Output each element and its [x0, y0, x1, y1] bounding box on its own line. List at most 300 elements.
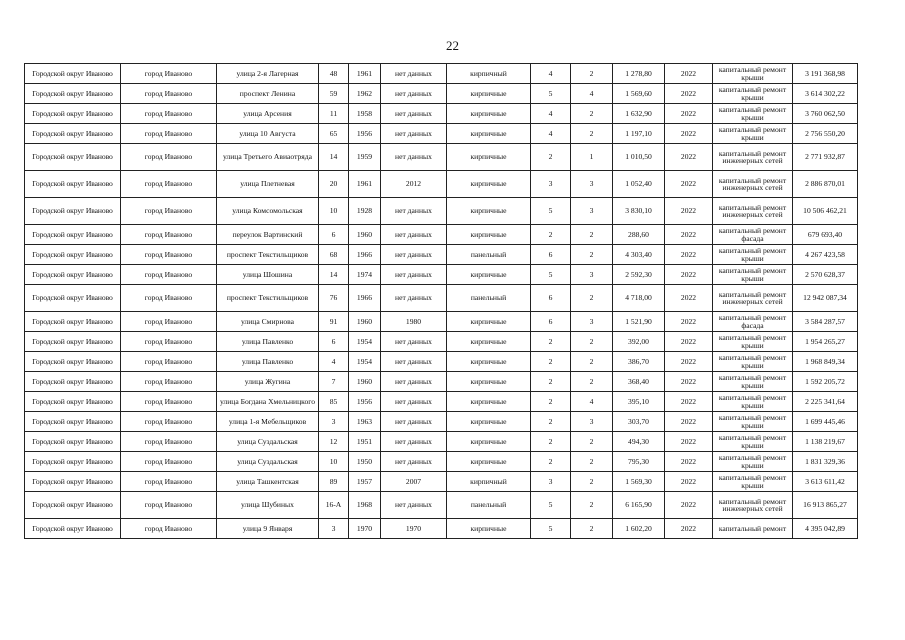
table-row [25, 84, 858, 104]
year-built-cell: 1957 [349, 472, 381, 492]
house-number-cell: 6 [319, 332, 349, 352]
house-number-cell: 85 [319, 392, 349, 412]
floors-cell: 5 [531, 265, 571, 285]
plan-year-cell: 2022 [665, 492, 713, 519]
year-renovation-cell: нет данных [381, 452, 447, 472]
area-cell: 795,30 [613, 452, 665, 472]
entrances-cell: 3 [571, 412, 613, 432]
street-cell: проспект Текстильщиков [217, 245, 319, 265]
municipality-cell: Городской округ Иваново [25, 245, 121, 265]
municipality-cell: Городской округ Иваново [25, 412, 121, 432]
municipality-cell: Городской округ Иваново [25, 352, 121, 372]
table-row [25, 285, 858, 312]
housing-repair-table [24, 63, 858, 539]
year-renovation-cell: 2012 [381, 171, 447, 198]
plan-year-cell: 2022 [665, 225, 713, 245]
table-row [25, 452, 858, 472]
municipality-cell: Городской округ Иваново [25, 171, 121, 198]
year-renovation-cell: нет данных [381, 104, 447, 124]
city-cell: город Иваново [121, 84, 217, 104]
entrances-cell: 2 [571, 472, 613, 492]
table-row [25, 412, 858, 432]
table-row [25, 245, 858, 265]
city-cell: город Иваново [121, 144, 217, 171]
year-renovation-cell: нет данных [381, 265, 447, 285]
house-number-cell: 48 [319, 64, 349, 84]
work-type-cell: капитальный ремонт крыши [713, 245, 793, 265]
street-cell: улица Смирнова [217, 312, 319, 332]
entrances-cell: 3 [571, 312, 613, 332]
entrances-cell: 3 [571, 265, 613, 285]
plan-year-cell: 2022 [665, 332, 713, 352]
cost-cell: 12 942 087,34 [793, 285, 858, 312]
municipality-cell: Городской округ Иваново [25, 312, 121, 332]
table-row [25, 124, 858, 144]
year-built-cell: 1951 [349, 432, 381, 452]
year-renovation-cell: нет данных [381, 285, 447, 312]
wall-material-cell: кирпичные [447, 198, 531, 225]
area-cell: 288,60 [613, 225, 665, 245]
floors-cell: 6 [531, 245, 571, 265]
municipality-cell: Городской округ Иваново [25, 332, 121, 352]
city-cell: город Иваново [121, 432, 217, 452]
wall-material-cell: кирпичные [447, 144, 531, 171]
entrances-cell: 2 [571, 124, 613, 144]
municipality-cell: Городской округ Иваново [25, 492, 121, 519]
page-number: 22 [446, 38, 459, 53]
house-number-cell: 91 [319, 312, 349, 332]
year-renovation-cell: 1980 [381, 312, 447, 332]
floors-cell: 4 [531, 64, 571, 84]
house-number-cell: 20 [319, 171, 349, 198]
cost-cell: 2 771 932,87 [793, 144, 858, 171]
entrances-cell: 4 [571, 84, 613, 104]
area-cell: 2 592,30 [613, 265, 665, 285]
work-type-cell: капитальный ремонт крыши [713, 412, 793, 432]
cost-cell: 16 913 865,27 [793, 492, 858, 519]
entrances-cell: 3 [571, 198, 613, 225]
plan-year-cell: 2022 [665, 124, 713, 144]
municipality-cell: Городской округ Иваново [25, 392, 121, 412]
house-number-cell: 68 [319, 245, 349, 265]
year-renovation-cell: нет данных [381, 332, 447, 352]
wall-material-cell: кирпичные [447, 124, 531, 144]
table-row [25, 144, 858, 171]
municipality-cell: Городской округ Иваново [25, 432, 121, 452]
street-cell: улица Ташкентская [217, 472, 319, 492]
cost-cell: 3 613 611,42 [793, 472, 858, 492]
street-cell: улица 10 Августа [217, 124, 319, 144]
wall-material-cell: кирпичные [447, 312, 531, 332]
cost-cell: 1 138 219,67 [793, 432, 858, 452]
wall-material-cell: кирпичные [447, 412, 531, 432]
municipality-cell: Городской округ Иваново [25, 64, 121, 84]
city-cell: город Иваново [121, 452, 217, 472]
work-type-cell: капитальный ремонт [713, 519, 793, 539]
wall-material-cell: кирпичные [447, 225, 531, 245]
plan-year-cell: 2022 [665, 432, 713, 452]
plan-year-cell: 2022 [665, 104, 713, 124]
city-cell: город Иваново [121, 472, 217, 492]
wall-material-cell: кирпичный [447, 64, 531, 84]
entrances-cell: 2 [571, 372, 613, 392]
cost-cell: 2 225 341,64 [793, 392, 858, 412]
plan-year-cell: 2022 [665, 352, 713, 372]
area-cell: 303,70 [613, 412, 665, 432]
entrances-cell: 2 [571, 285, 613, 312]
plan-year-cell: 2022 [665, 144, 713, 171]
cost-cell: 3 760 062,50 [793, 104, 858, 124]
area-cell: 392,00 [613, 332, 665, 352]
floors-cell: 6 [531, 285, 571, 312]
table-row [25, 372, 858, 392]
work-type-cell: капитальный ремонт крыши [713, 124, 793, 144]
entrances-cell: 2 [571, 64, 613, 84]
area-cell: 1 052,40 [613, 171, 665, 198]
cost-cell: 679 693,40 [793, 225, 858, 245]
street-cell: улица Павленко [217, 332, 319, 352]
table-row [25, 519, 858, 539]
year-built-cell: 1968 [349, 492, 381, 519]
municipality-cell: Городской округ Иваново [25, 519, 121, 539]
year-built-cell: 1960 [349, 372, 381, 392]
table-row [25, 104, 858, 124]
entrances-cell: 4 [571, 392, 613, 412]
entrances-cell: 3 [571, 171, 613, 198]
city-cell: город Иваново [121, 392, 217, 412]
street-cell: улица Шубиных [217, 492, 319, 519]
table-body [25, 64, 858, 539]
work-type-cell: капитальный ремонт инженерных сетей [713, 492, 793, 519]
house-number-cell: 7 [319, 372, 349, 392]
street-cell: улица Жугина [217, 372, 319, 392]
municipality-cell: Городской округ Иваново [25, 198, 121, 225]
year-built-cell: 1962 [349, 84, 381, 104]
wall-material-cell: кирпичные [447, 104, 531, 124]
table-row [25, 472, 858, 492]
plan-year-cell: 2022 [665, 519, 713, 539]
street-cell: улица 2-я Лагерная [217, 64, 319, 84]
work-type-cell: капитальный ремонт фасада [713, 312, 793, 332]
table-row [25, 332, 858, 352]
street-cell: проспект Текстильщиков [217, 285, 319, 312]
year-built-cell: 1960 [349, 225, 381, 245]
house-number-cell: 89 [319, 472, 349, 492]
floors-cell: 5 [531, 84, 571, 104]
house-number-cell: 14 [319, 265, 349, 285]
house-number-cell: 59 [319, 84, 349, 104]
year-built-cell: 1954 [349, 332, 381, 352]
municipality-cell: Городской округ Иваново [25, 452, 121, 472]
house-number-cell: 76 [319, 285, 349, 312]
area-cell: 1 632,90 [613, 104, 665, 124]
work-type-cell: капитальный ремонт крыши [713, 265, 793, 285]
entrances-cell: 2 [571, 432, 613, 452]
floors-cell: 2 [531, 352, 571, 372]
street-cell: улица Павленко [217, 352, 319, 372]
city-cell: город Иваново [121, 225, 217, 245]
area-cell: 1 602,20 [613, 519, 665, 539]
entrances-cell: 2 [571, 352, 613, 372]
entrances-cell: 2 [571, 104, 613, 124]
year-built-cell: 1963 [349, 412, 381, 432]
year-built-cell: 1950 [349, 452, 381, 472]
work-type-cell: капитальный ремонт крыши [713, 452, 793, 472]
house-number-cell: 3 [319, 412, 349, 432]
year-renovation-cell: нет данных [381, 412, 447, 432]
house-number-cell: 4 [319, 352, 349, 372]
house-number-cell: 14 [319, 144, 349, 171]
table-row [25, 225, 858, 245]
wall-material-cell: панельный [447, 245, 531, 265]
entrances-cell: 2 [571, 332, 613, 352]
table-row [25, 64, 858, 84]
year-renovation-cell: нет данных [381, 198, 447, 225]
city-cell: город Иваново [121, 198, 217, 225]
wall-material-cell: панельный [447, 285, 531, 312]
work-type-cell: капитальный ремонт крыши [713, 392, 793, 412]
entrances-cell: 2 [571, 492, 613, 519]
area-cell: 3 830,10 [613, 198, 665, 225]
area-cell: 6 165,90 [613, 492, 665, 519]
municipality-cell: Городской округ Иваново [25, 104, 121, 124]
work-type-cell: капитальный ремонт крыши [713, 104, 793, 124]
area-cell: 395,10 [613, 392, 665, 412]
wall-material-cell: кирпичные [447, 332, 531, 352]
year-renovation-cell: нет данных [381, 372, 447, 392]
city-cell: город Иваново [121, 285, 217, 312]
floors-cell: 4 [531, 124, 571, 144]
wall-material-cell: кирпичные [447, 84, 531, 104]
work-type-cell: капитальный ремонт инженерных сетей [713, 198, 793, 225]
table-row [25, 392, 858, 412]
city-cell: город Иваново [121, 171, 217, 198]
year-renovation-cell: нет данных [381, 245, 447, 265]
year-renovation-cell: нет данных [381, 492, 447, 519]
cost-cell: 4 267 423,58 [793, 245, 858, 265]
house-number-cell: 11 [319, 104, 349, 124]
work-type-cell: капитальный ремонт крыши [713, 432, 793, 452]
plan-year-cell: 2022 [665, 372, 713, 392]
cost-cell: 1 831 329,36 [793, 452, 858, 472]
floors-cell: 6 [531, 312, 571, 332]
year-renovation-cell: нет данных [381, 84, 447, 104]
work-type-cell: капитальный ремонт крыши [713, 332, 793, 352]
plan-year-cell: 2022 [665, 392, 713, 412]
year-renovation-cell: 1970 [381, 519, 447, 539]
plan-year-cell: 2022 [665, 312, 713, 332]
floors-cell: 2 [531, 392, 571, 412]
year-built-cell: 1974 [349, 265, 381, 285]
table-row [25, 265, 858, 285]
year-renovation-cell: 2007 [381, 472, 447, 492]
street-cell: улица Суздальская [217, 432, 319, 452]
year-renovation-cell: нет данных [381, 225, 447, 245]
city-cell: город Иваново [121, 492, 217, 519]
cost-cell: 2 570 628,37 [793, 265, 858, 285]
year-built-cell: 1959 [349, 144, 381, 171]
area-cell: 1 521,90 [613, 312, 665, 332]
area-cell: 1 197,10 [613, 124, 665, 144]
city-cell: город Иваново [121, 104, 217, 124]
city-cell: город Иваново [121, 372, 217, 392]
area-cell: 4 718,00 [613, 285, 665, 312]
cost-cell: 10 506 462,21 [793, 198, 858, 225]
year-renovation-cell: нет данных [381, 124, 447, 144]
cost-cell: 1 592 205,72 [793, 372, 858, 392]
year-built-cell: 1958 [349, 104, 381, 124]
house-number-cell: 3 [319, 519, 349, 539]
street-cell: улица Арсения [217, 104, 319, 124]
wall-material-cell: панельный [447, 492, 531, 519]
entrances-cell: 2 [571, 452, 613, 472]
work-type-cell: капитальный ремонт инженерных сетей [713, 171, 793, 198]
plan-year-cell: 2022 [665, 472, 713, 492]
street-cell: улица Шошина [217, 265, 319, 285]
house-number-cell: 16-А [319, 492, 349, 519]
street-cell: улица Суздальская [217, 452, 319, 472]
municipality-cell: Городской округ Иваново [25, 372, 121, 392]
cost-cell: 4 395 042,89 [793, 519, 858, 539]
year-renovation-cell: нет данных [381, 144, 447, 171]
table-row [25, 312, 858, 332]
wall-material-cell: кирпичные [447, 372, 531, 392]
area-cell: 1 569,60 [613, 84, 665, 104]
street-cell: улица 9 Января [217, 519, 319, 539]
year-built-cell: 1954 [349, 352, 381, 372]
wall-material-cell: кирпичный [447, 472, 531, 492]
wall-material-cell: кирпичные [447, 352, 531, 372]
area-cell: 4 303,40 [613, 245, 665, 265]
table-row [25, 198, 858, 225]
entrances-cell: 2 [571, 245, 613, 265]
wall-material-cell: кирпичные [447, 265, 531, 285]
year-built-cell: 1966 [349, 285, 381, 312]
cost-cell: 3 584 287,57 [793, 312, 858, 332]
cost-cell: 2 756 550,20 [793, 124, 858, 144]
wall-material-cell: кирпичные [447, 452, 531, 472]
plan-year-cell: 2022 [665, 198, 713, 225]
year-renovation-cell: нет данных [381, 392, 447, 412]
municipality-cell: Городской округ Иваново [25, 225, 121, 245]
floors-cell: 2 [531, 332, 571, 352]
plan-year-cell: 2022 [665, 265, 713, 285]
table-row [25, 432, 858, 452]
year-renovation-cell: нет данных [381, 352, 447, 372]
city-cell: город Иваново [121, 245, 217, 265]
area-cell: 494,30 [613, 432, 665, 452]
floors-cell: 2 [531, 432, 571, 452]
floors-cell: 4 [531, 104, 571, 124]
year-built-cell: 1961 [349, 64, 381, 84]
plan-year-cell: 2022 [665, 285, 713, 312]
plan-year-cell: 2022 [665, 64, 713, 84]
street-cell: улица Богдана Хмельницкого [217, 392, 319, 412]
table-row [25, 171, 858, 198]
cost-cell: 3 614 302,22 [793, 84, 858, 104]
area-cell: 1 569,30 [613, 472, 665, 492]
street-cell: улица Третьего Авиаотряда [217, 144, 319, 171]
wall-material-cell: кирпичные [447, 519, 531, 539]
table-row [25, 352, 858, 372]
entrances-cell: 2 [571, 519, 613, 539]
entrances-cell: 1 [571, 144, 613, 171]
city-cell: город Иваново [121, 412, 217, 432]
year-built-cell: 1966 [349, 245, 381, 265]
floors-cell: 5 [531, 198, 571, 225]
city-cell: город Иваново [121, 352, 217, 372]
street-cell: улица Плетневая [217, 171, 319, 198]
city-cell: город Иваново [121, 312, 217, 332]
plan-year-cell: 2022 [665, 452, 713, 472]
floors-cell: 2 [531, 225, 571, 245]
table-row [25, 492, 858, 519]
floors-cell: 2 [531, 452, 571, 472]
year-built-cell: 1956 [349, 124, 381, 144]
street-cell: улица 1-я Мебельщиков [217, 412, 319, 432]
municipality-cell: Городской округ Иваново [25, 144, 121, 171]
floors-cell: 5 [531, 519, 571, 539]
city-cell: город Иваново [121, 64, 217, 84]
city-cell: город Иваново [121, 265, 217, 285]
city-cell: город Иваново [121, 124, 217, 144]
city-cell: город Иваново [121, 332, 217, 352]
year-built-cell: 1960 [349, 312, 381, 332]
year-built-cell: 1970 [349, 519, 381, 539]
cost-cell: 2 886 870,01 [793, 171, 858, 198]
work-type-cell: капитальный ремонт крыши [713, 352, 793, 372]
floors-cell: 3 [531, 171, 571, 198]
area-cell: 1 278,80 [613, 64, 665, 84]
house-number-cell: 12 [319, 432, 349, 452]
floors-cell: 2 [531, 412, 571, 432]
year-built-cell: 1961 [349, 171, 381, 198]
municipality-cell: Городской округ Иваново [25, 285, 121, 312]
municipality-cell: Городской округ Иваново [25, 84, 121, 104]
entrances-cell: 2 [571, 225, 613, 245]
floors-cell: 3 [531, 472, 571, 492]
wall-material-cell: кирпичные [447, 392, 531, 412]
house-number-cell: 10 [319, 198, 349, 225]
plan-year-cell: 2022 [665, 84, 713, 104]
house-number-cell: 6 [319, 225, 349, 245]
work-type-cell: капитальный ремонт крыши [713, 372, 793, 392]
cost-cell: 1 954 265,27 [793, 332, 858, 352]
municipality-cell: Городской округ Иваново [25, 124, 121, 144]
municipality-cell: Городской округ Иваново [25, 265, 121, 285]
area-cell: 1 010,50 [613, 144, 665, 171]
wall-material-cell: кирпичные [447, 171, 531, 198]
cost-cell: 3 191 368,98 [793, 64, 858, 84]
area-cell: 386,70 [613, 352, 665, 372]
floors-cell: 2 [531, 372, 571, 392]
work-type-cell: капитальный ремонт крыши [713, 84, 793, 104]
work-type-cell: капитальный ремонт инженерных сетей [713, 285, 793, 312]
plan-year-cell: 2022 [665, 245, 713, 265]
street-cell: улица Комсомольская [217, 198, 319, 225]
municipality-cell: Городской округ Иваново [25, 472, 121, 492]
work-type-cell: капитальный ремонт инженерных сетей [713, 144, 793, 171]
year-built-cell: 1956 [349, 392, 381, 412]
house-number-cell: 10 [319, 452, 349, 472]
area-cell: 368,40 [613, 372, 665, 392]
house-number-cell: 65 [319, 124, 349, 144]
street-cell: переулок Вартинский [217, 225, 319, 245]
wall-material-cell: кирпичные [447, 432, 531, 452]
cost-cell: 1 968 849,34 [793, 352, 858, 372]
cost-cell: 1 699 445,46 [793, 412, 858, 432]
street-cell: проспект Ленина [217, 84, 319, 104]
